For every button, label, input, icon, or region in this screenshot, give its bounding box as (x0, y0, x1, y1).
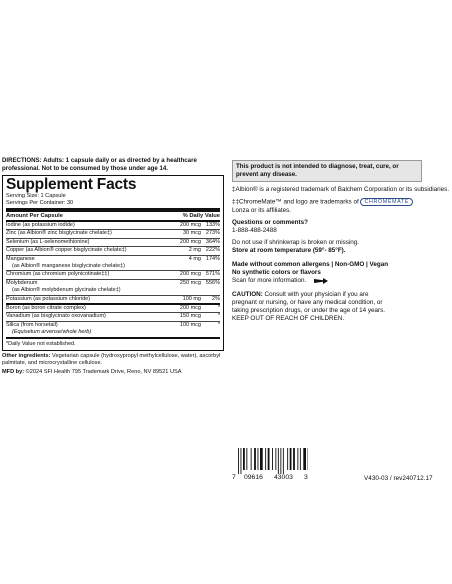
nutrient-subrow (6, 263, 220, 270)
scan-text: Scan for more information. (232, 276, 307, 284)
supplement-facts-panel (2, 175, 224, 351)
right-column (232, 160, 450, 323)
nutrient-name: Manganese (6, 255, 35, 262)
nutrient-amount: 200 mcg (179, 271, 201, 278)
nutrient-dv: 364% (205, 238, 220, 245)
nutrient-dv: * (217, 321, 220, 328)
chromemate-logo: CHROMEMATE (360, 198, 413, 206)
nutrient-row (6, 220, 220, 229)
barcode-right-group: 43003 (274, 474, 293, 481)
nutrient-row (6, 229, 220, 237)
barcode-left-group: 09616 (244, 474, 263, 481)
barcode-bar (280, 448, 281, 474)
barcode-bars (232, 448, 308, 474)
nutrient-amount: 200 mcg (179, 305, 201, 312)
servings-per-container: Servings Per Container: 30 (6, 200, 74, 206)
nutrient-name: Silica (from horsetail) (6, 321, 58, 328)
nutrient-name: Chromium (as chromium polynicotinate‡‡) (6, 271, 110, 278)
nutrient-dv: 174% (205, 255, 220, 262)
left-column (2, 157, 226, 376)
nutrient-name: Selenium (as L-selenomethionine) (6, 238, 90, 245)
nutrient-name: Potassium (as potassium chloride) (6, 295, 91, 302)
barcode-bar (283, 448, 284, 474)
barcode-bar (300, 448, 301, 470)
other-ingredients-text: Vegetarian capsule (hydroxypropyl methylcellulose, water), ascorbyl palmitate, and microcrystalline cellulose. (2, 352, 221, 367)
nutrient-row (6, 279, 220, 287)
barcode-bar (243, 448, 245, 470)
nutrient-dv: 273% (205, 230, 220, 237)
nutrient-name: Boron (as boron citrate complex) (6, 305, 86, 312)
nutrient-name: Vanadium (as bisglycinato oxovanadium) (6, 313, 106, 320)
nutrient-row (6, 303, 220, 312)
nutrient-amount: 200 mcg (179, 238, 201, 245)
nutrient-dv: 2% (212, 295, 220, 302)
barcode-check-digit: 3 (304, 474, 308, 481)
arrow-right-icon (314, 278, 328, 284)
scan-row (232, 277, 450, 285)
storage-note: Store at room temperature (59°- 85°F). (232, 246, 346, 254)
phone-number: 1-888-488-2488 (232, 226, 277, 234)
nutrient-row (6, 295, 220, 303)
lot-revision-code: V430-03 / rev240712.17 (364, 475, 433, 482)
nutrient-dv: 222% (205, 247, 220, 254)
nutrient-row (6, 246, 220, 254)
allergen-claims: Made without common allergens | Non-GMO | Vegan (232, 260, 389, 268)
chromemate-trademark-note (232, 198, 450, 215)
manufacturer (2, 369, 226, 376)
barcode-bar (251, 448, 252, 470)
nutrient-name: Zinc (as Albion® zinc bisglycinate chelate‡) (6, 230, 112, 237)
directions-text: DIRECTIONS: Adults: 1 capsule daily or as directed by a healthcare professional. Not to be consumed by those under age 14. (2, 157, 197, 172)
nutrient-dv: 556% (205, 279, 220, 286)
barcode-bar (260, 448, 263, 470)
nutrient-amount: 100 mcg (179, 321, 201, 328)
barcode-bar (258, 448, 259, 470)
nutrient-amount: 200 mcg (179, 222, 201, 228)
barcode-bar (272, 448, 273, 470)
nutrient-name: Iodine (as potassium iodide) (6, 222, 75, 228)
other-ingredients (2, 353, 226, 368)
nutrient-amount: 150 mcg (179, 313, 201, 320)
barcode-digits (232, 474, 312, 482)
nutrient-amount: 250 mcg (179, 279, 201, 286)
barcode-bar (278, 448, 279, 474)
header-daily-value: % Daily Value (182, 213, 220, 219)
nutrient-name: Molybdenum (6, 279, 38, 286)
nutrient-source: (Equisetum arvense/whole herb) (12, 329, 92, 336)
shrinkwrap-note: Do not use if shrinkwrap is broken or missing. (232, 238, 360, 246)
header-amount: Amount Per Capsule (6, 213, 64, 219)
nutrient-subrow (6, 287, 220, 294)
nutrient-name: Copper (as Albion® copper bisglycinate chelate‡) (6, 247, 127, 254)
contact-block (232, 219, 450, 235)
chromemate-note-suffix: Lonza or its affiliates. (232, 206, 292, 214)
nutrient-amount: 100 mg (182, 295, 201, 302)
barcode-bar (241, 448, 242, 474)
nutrient-row (6, 238, 220, 246)
nutrient-dv: * (217, 305, 220, 312)
nutrient-dv: 133% (205, 222, 220, 228)
other-ingredients-label: Other ingredients: (2, 352, 51, 359)
daily-value-footnote: *Daily Value not established. (6, 337, 220, 348)
serving-size: Serving Size: 1 Capsule (6, 193, 66, 199)
barcode-bar (254, 448, 256, 470)
claims-block (232, 261, 450, 285)
mfd-text: ©2024 SFI Health 795 Trademark Drive, Reno, NV 89521 USA (24, 368, 182, 375)
barcode-bar (303, 448, 306, 470)
nutrient-source: (as Albion® molybdenum glycinate chelate‡) (12, 287, 121, 294)
nutrient-row (6, 312, 220, 320)
barcode-first-digit: 7 (232, 474, 236, 481)
barcode-bar (293, 448, 295, 470)
barcode-bar (290, 448, 292, 470)
nutrient-row (6, 255, 220, 263)
barcode-bar (297, 448, 298, 470)
barcode-bar (246, 448, 247, 470)
storage-block (232, 239, 450, 255)
nutrient-amount: 2 mg (188, 247, 201, 254)
nutrient-source: (as Albion® manganese bisglycinate chelate‡) (12, 263, 125, 270)
nutrient-dv: * (217, 313, 220, 320)
barcode-bar (275, 448, 276, 470)
nutrient-dv: 571% (205, 271, 220, 278)
barcode-bar (265, 448, 266, 470)
facts-header (6, 212, 220, 220)
albion-trademark-note: ‡Albion® is a registered trademark of Balchem Corporation or its subsidiaries. (232, 186, 450, 193)
questions-title: Questions or comments? (232, 218, 308, 226)
nutrient-amount: 4 mg (188, 255, 201, 262)
no-synthetic-claim: No synthetic colors or flavors (232, 268, 321, 276)
fda-disclaimer: This product is not intended to diagnose, treat, cure, or prevent any disease. (232, 160, 422, 182)
supplement-facts-title: Supplement Facts (6, 176, 137, 193)
caution-label: CAUTION: (232, 290, 263, 298)
barcode-bar (238, 448, 239, 474)
nutrient-row (6, 321, 220, 329)
caution-text: Consult with your physician if you are pregnant or nursing, or have any medical condition, or taking prescription drugs, or under the age of 14 years. (232, 290, 385, 314)
caution-block (232, 291, 392, 323)
mfd-label: MFD by: (2, 368, 25, 375)
nutrient-amount: 30 mcg (182, 230, 201, 237)
upc-barcode (232, 448, 312, 482)
barcode-bar (287, 448, 288, 470)
barcode-bar (268, 448, 270, 470)
nutrient-subrow (6, 329, 220, 336)
nutrient-row (6, 270, 220, 278)
keep-out-of-reach: KEEP OUT OF REACH OF CHILDREN. (232, 314, 345, 322)
chromemate-note-text: ‡‡ChromeMate™ and logo are trademarks of (232, 198, 359, 206)
